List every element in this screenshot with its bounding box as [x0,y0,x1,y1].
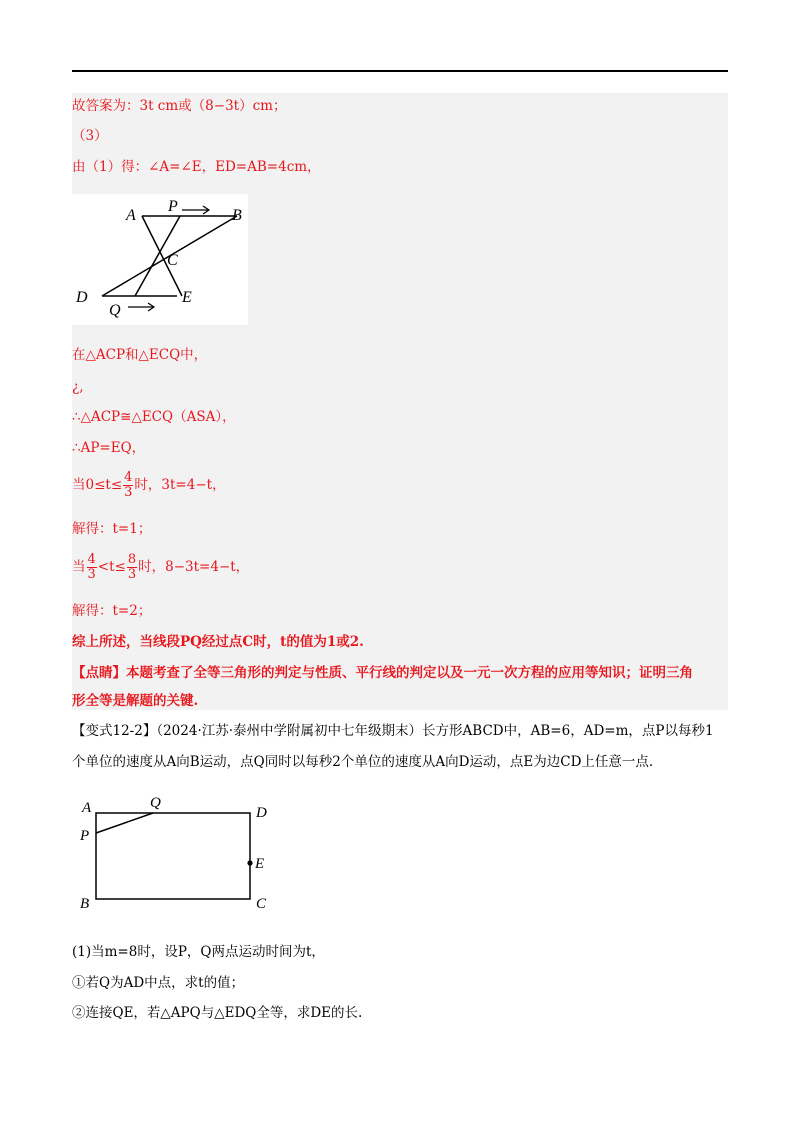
fraction-4-3: $\frac{4}{3}$ [124,470,133,500]
answer-line-1: 故答案为：3t cm或（8−3t）cm； [72,98,287,114]
answer-line-9: 解得：t=1； [72,521,152,537]
answer-line-8: 当0≤t≤ $\frac{4}{3}$ 时，3t=4−t， [72,470,226,500]
fraction-8-3: $\frac{8}{3}$ [127,552,137,582]
label-c: C [256,896,267,912]
figure-1-diagram [72,194,248,325]
fraction-4-3-b: $\frac{4}{3}$ [87,552,96,582]
label-p: P [168,198,178,215]
point-e [247,860,252,865]
answer-line-4: 在△ACP和△ECQ中， [72,347,208,363]
answer-line-6: ∴△ACP≅△ECQ（ASA）， [72,409,236,425]
figure-2-diagram [72,788,277,914]
answer-line-10: 当 $\frac{4}{3}$ <t≤ $\frac{8}{3}$ 时，8−3t=4−t， [72,552,250,582]
answer-line-12: 综上所述，当线段PQ经过点C时，t的值为1或2. [72,634,364,650]
label-e: E [182,289,192,306]
answer-line-11: 解得：t=2； [72,603,152,619]
problem-source: （2024·江苏·泰州中学附属初中七年级期末） [156,723,423,739]
label-d: D [76,289,88,306]
question-1: (1)当m=8时，设P，Q两点运动时间为t， [72,944,325,960]
answer-block [72,93,728,710]
comment-tag: 【点睛】 [72,665,126,681]
label-q: Q [109,302,121,319]
comment-line-1: 【点睛】本题考查了全等三角形的判定与性质、平行线的判定以及一元一次方程的应用等知识；证明三角 [72,665,693,681]
label-b: B [232,207,242,224]
question-1a: ①若Q为AD中点，求t的值； [72,975,245,991]
segment-pq [96,813,153,833]
header-rule [72,70,728,72]
answer-line-3: 由（1）得：∠A=∠E，ED=AB=4cm， [72,159,321,175]
label-q: Q [150,795,161,811]
label-a: A [126,207,136,224]
answer-line-2: （3） [72,128,108,144]
rectangle-abcd [96,813,250,899]
answer-line-7: ∴AP=EQ， [72,440,146,456]
answer-line-5: ¿, [72,379,84,395]
question-1b: ②连接QE，若△APQ与△EDQ全等，求DE的长. [72,1005,363,1021]
label-b: B [80,896,90,912]
problem-line-1: 【变式12-2】（2024·江苏·泰州中学附属初中七年级期末）长方形ABCD中，AB=6，AD=m，点P以每秒1 [72,723,714,739]
label-d: D [256,805,267,821]
label-a: A [82,800,92,816]
label-p: P [80,828,90,844]
label-c: C [167,252,178,269]
problem-line-2: 个单位的速度从A向B运动，点Q同时以每秒2个单位的速度从A向D运动，点E为边CD上任意一点. [72,754,654,770]
problem-tag: 【变式12-2】 [72,723,157,739]
label-e: E [255,856,265,872]
comment-line-2: 形全等是解题的关键. [72,693,199,709]
